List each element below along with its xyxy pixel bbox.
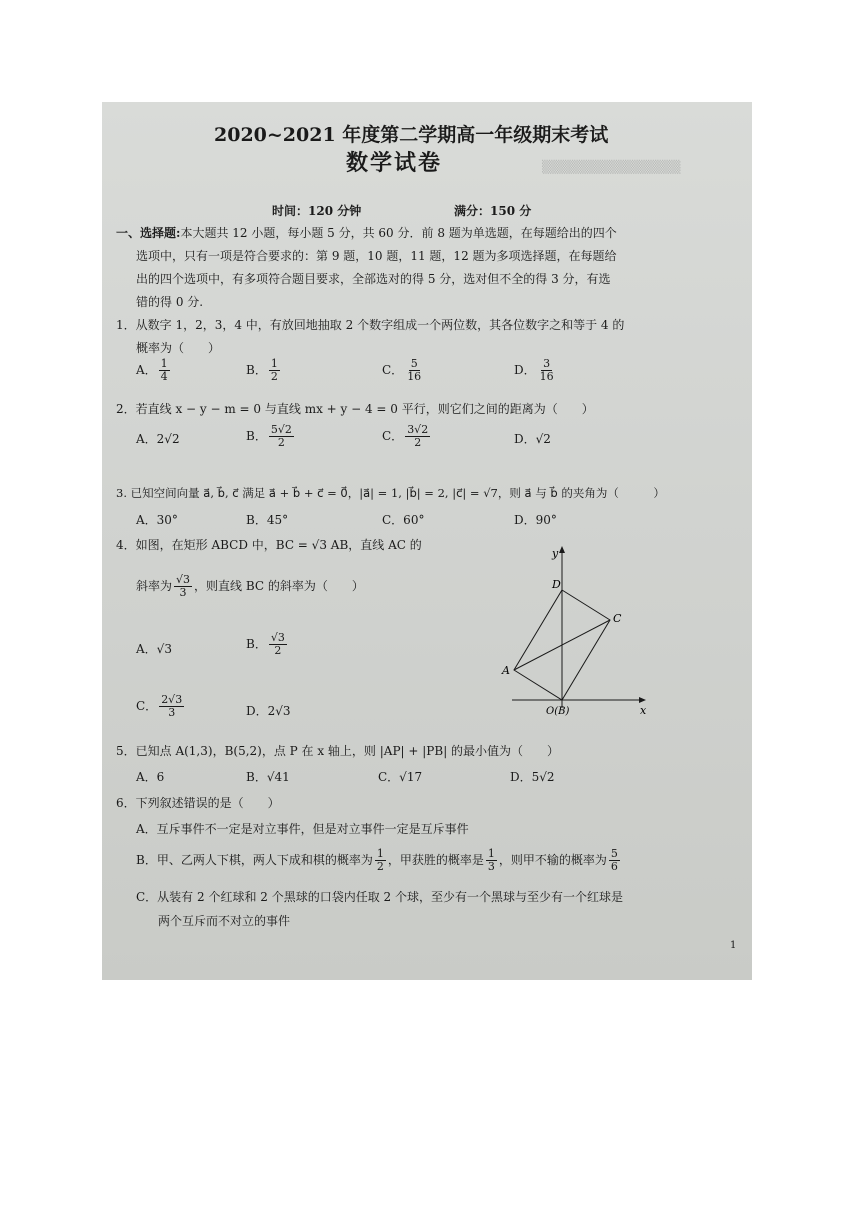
question-3-option-a: A．30° (136, 513, 178, 527)
question-6-option-b: B．甲、乙两人下棋，两人下成和棋的概率为 $\frac{1}{2}$ ，甲获胜的概率是 $\frac{1}{3}$ ，则甲不输的概率为 $\frac{5}{6}$ (136, 847, 618, 873)
question-2-option-d: D．√2 (514, 432, 551, 446)
exam-title: 2020~2021 年度第二学期高一年级期末考试 (214, 124, 609, 146)
section-instructions-line4: 错的得 0 分. (136, 295, 204, 309)
point-b-label: O(B) (546, 706, 570, 717)
question-4-text: 4．如图，在矩形 ABCD 中，BC = √3 AB，直线 AC 的 (116, 538, 422, 552)
question-3-option-d: D．90° (514, 513, 557, 527)
question-5-option-d: D．5√2 (510, 770, 555, 784)
section-instructions-line1: 一、选择题:本大题共 12 小题，每小题 5 分，共 60 分．前 8 题为单选题，在每题给出的四个 (116, 226, 617, 240)
exam-full-score: 满分：150 分 (454, 204, 532, 218)
bleed-through-text: ▒▒▒▒▒▒▒▒▒▒▒▒▒▒▒ (542, 160, 681, 174)
question-1-option-d: D． $\frac{3}{16}$ (514, 357, 554, 383)
question-6-option-a: A．互斥事件不一定是对立事件，但是对立事件一定是互斥事件 (136, 822, 469, 836)
question-6-text: 6．下列叙述错误的是（ ） (116, 796, 280, 810)
question-3-text: 3. 已知空间向量 a⃗, b⃗, c⃗ 满足 a⃗ + b⃗ + c⃗ = 0⃗，|a⃗| = 1, |b⃗| = 2, |c⃗| = √7，则 a⃗ 与 b⃗ 的夹角为（ ） (116, 486, 665, 500)
rectangle-abcd-figure (492, 542, 652, 722)
question-5-option-a: A．6 (136, 770, 165, 784)
question-1-option-b: B． $\frac{1}{2}$ (246, 357, 278, 383)
y-axis-label: y (552, 547, 559, 560)
point-c-label: C (613, 612, 622, 625)
x-axis-label: x (640, 704, 647, 717)
question-4-option-b: B． $\frac{√3}{2}$ (246, 631, 285, 657)
question-4-text-line2: 斜率为 $\frac{√3}{3}$ ，则直线 BC 的斜率为（ ） (136, 573, 364, 599)
question-5-text: 5．已知点 A(1,3)，B(5,2)，点 P 在 x 轴上，则 |AP| + |PB| 的最小值为（ ） (116, 744, 560, 758)
section-instructions-line2: 选项中，只有一项是符合要求的：第 9 题，10 题，11 题，12 题为多项选择题，在每题给 (136, 249, 617, 263)
exam-time: 时间：120 分钟 (272, 204, 362, 218)
question-1-text: 1．从数字 1，2，3，4 中，有放回地抽取 2 个数字组成一个两位数，其各位数字之和等于 4 的 (116, 318, 625, 332)
question-5-option-b: B．√41 (246, 770, 290, 784)
question-4-option-a: A．√3 (136, 642, 172, 656)
question-2-text: 2．若直线 x − y − m = 0 与直线 mx + y − 4 = 0 平行，则它们之间的距离为（ ） (116, 402, 594, 416)
question-5-option-c: C．√17 (378, 770, 423, 784)
question-3-option-c: C．60° (382, 513, 425, 527)
question-6-option-c-line2: 两个互斥而不对立的事件 (158, 914, 291, 928)
question-2-option-c: C． $\frac{3√2}{2}$ (382, 423, 429, 449)
page-number: 1 (730, 940, 737, 951)
question-1-option-c: C． $\frac{5}{16}$ (382, 357, 422, 383)
question-2-option-a: A．2√2 (136, 432, 180, 446)
scanned-page (102, 102, 752, 980)
section-label: 一、选择题: (116, 226, 181, 240)
question-3-option-b: B．45° (246, 513, 289, 527)
question-2-option-b: B． $\frac{5√2}{2}$ (246, 423, 292, 449)
question-6-option-c: C．从装有 2 个红球和 2 个黑球的口袋内任取 2 个球，至少有一个黑球与至少有一个红球是 (136, 890, 623, 904)
y-axis-arrow (559, 546, 565, 553)
point-a-label: A (502, 664, 510, 677)
question-1-text-line2: 概率为（ ） (136, 341, 221, 355)
exam-subject: 数学试卷 (346, 150, 443, 176)
question-4-option-c: C． $\frac{2√3}{3}$ (136, 693, 183, 719)
x-axis-arrow (639, 697, 646, 703)
section-instructions-line3: 出的四个选项中，有多项符合题目要求，全部选对的得 5 分，选对但不全的得 3 分，有选 (136, 272, 611, 286)
question-4-option-d: D．2√3 (246, 704, 291, 718)
point-d-label: D (552, 578, 561, 591)
question-1-option-a: A． $\frac{1}{4}$ (136, 357, 168, 383)
